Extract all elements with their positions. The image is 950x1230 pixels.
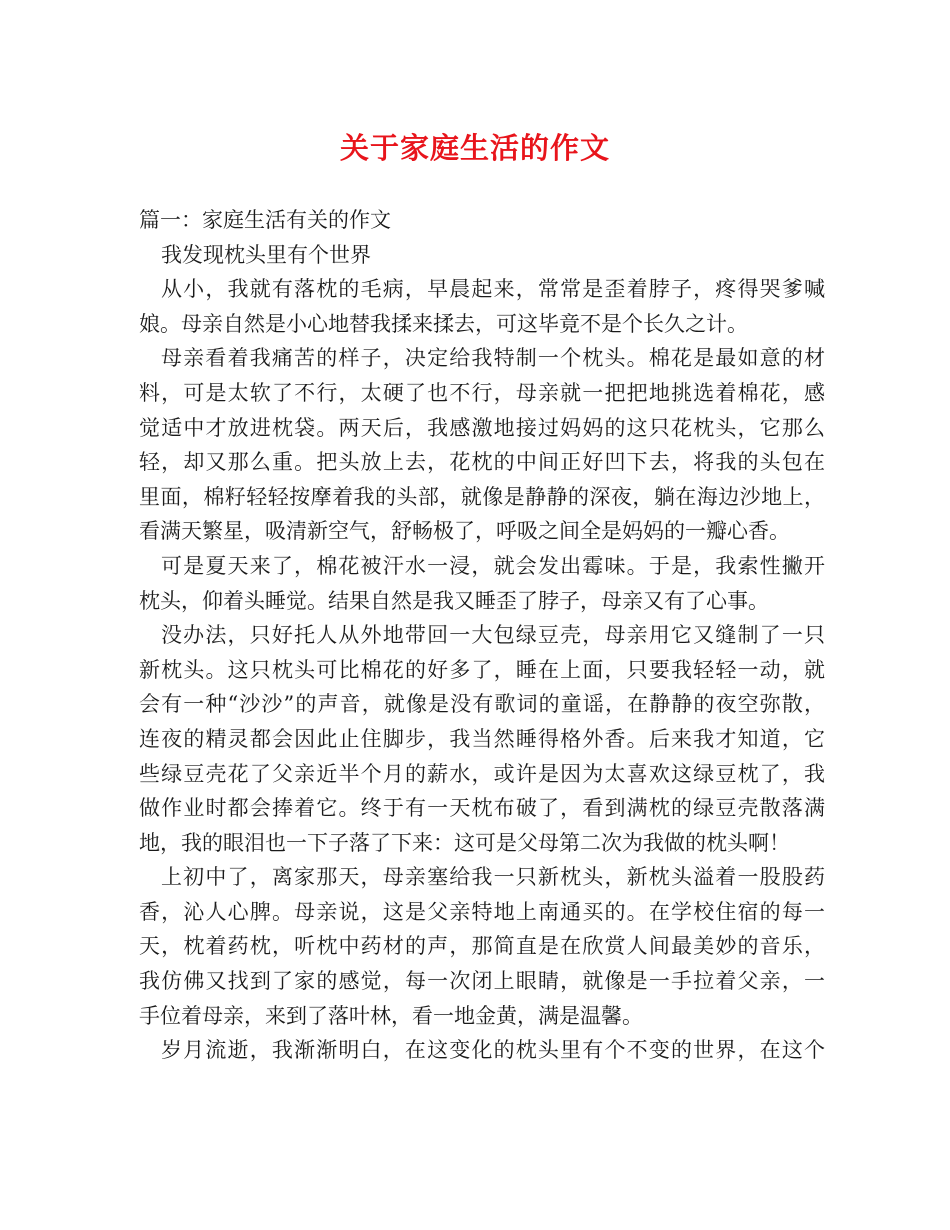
text-line: 新枕头。这只枕头可比棉花的好多了，睡在上面，只要我轻轻一动，就 bbox=[139, 657, 825, 682]
text-line: 娘。母亲自然是小心地替我揉来揉去，可这毕竟不是个长久之计。 bbox=[139, 311, 748, 336]
text-line: 上初中了，离家那天，母亲塞给我一只新枕头，新枕头溢着一股股药 bbox=[161, 865, 825, 890]
document-body bbox=[139, 203, 825, 1068]
text-line: 轻，却又那么重。把头放上去，花枕的中间正好凹下去，将我的头包在 bbox=[139, 450, 825, 475]
text-line: 看满天繁星，吸清新空气，舒畅极了，呼吸之间全是妈妈的一瓣心香。 bbox=[139, 519, 790, 544]
document-title: 关于家庭生活的作文 bbox=[339, 131, 610, 165]
text-line: 枕头，仰着头睡觉。结果自然是我又睡歪了脖子，母亲又有了心事。 bbox=[139, 588, 769, 613]
text-line: 些绿豆壳花了父亲近半个月的薪水，或许是因为太喜欢这绿豆枕了，我 bbox=[139, 761, 825, 786]
text-line: 我仿佛又找到了家的感觉，每一次闭上眼睛，就像是一手拉着父亲，一 bbox=[139, 969, 825, 994]
text-line: 从小，我就有落枕的毛病，早晨起来，常常是歪着脖子，疼得哭爹喊 bbox=[161, 277, 825, 302]
text-line: 手位着母亲，来到了落叶林，看一地金黄，满是温馨。 bbox=[139, 1003, 643, 1028]
text-line: 地，我的眼泪也一下子落了下来：这可是父母第二次为我做的枕头啊！ bbox=[139, 830, 790, 855]
text-line: 天，枕着药枕，听枕中药材的声，那简直是在欣赏人间最美妙的音乐， bbox=[139, 934, 825, 959]
text-line: 母亲看着我痛苦的样子，决定给我特制一个枕头。棉花是最如意的材 bbox=[161, 346, 825, 371]
text-line: 岁月流逝，我渐渐明白，在这变化的枕头里有个不变的世界，在这个 bbox=[161, 1038, 825, 1063]
text-line: 篇一：家庭生活有关的作文 bbox=[139, 208, 391, 232]
text-line: 会有一种“沙沙”的声音，就像是没有歌词的童谣，在静静的夜空弥散， bbox=[139, 692, 825, 717]
text-line: 里面，棉籽轻轻按摩着我的头部，就像是静静的深夜，躺在海边沙地上， bbox=[139, 484, 825, 509]
text-line: 觉适中才放进枕袋。两天后，我感激地接过妈妈的这只花枕头，它那么 bbox=[139, 415, 825, 440]
text-line: 没办法，只好托人从外地带回一大包绿豆壳，母亲用它又缝制了一只 bbox=[161, 623, 825, 648]
text-line: 料，可是太软了不行，太硬了也不行，母亲就一把把地挑选着棉花，感 bbox=[139, 380, 825, 405]
text-line: 香，沁人心脾。母亲说，这是父亲特地上南通买的。在学校住宿的每一 bbox=[139, 899, 825, 924]
text-line: 做作业时都会捧着它。终于有一天枕布破了，看到满枕的绿豆壳散落满 bbox=[139, 796, 825, 821]
text-line: 我发现枕头里有个世界 bbox=[161, 242, 371, 267]
text-line: 可是夏天来了，棉花被汗水一浸，就会发出霉味。于是，我索性撇开 bbox=[161, 553, 825, 578]
text-line: 连夜的精灵都会因此止住脚步，我当然睡得格外香。后来我才知道，它 bbox=[139, 726, 825, 751]
